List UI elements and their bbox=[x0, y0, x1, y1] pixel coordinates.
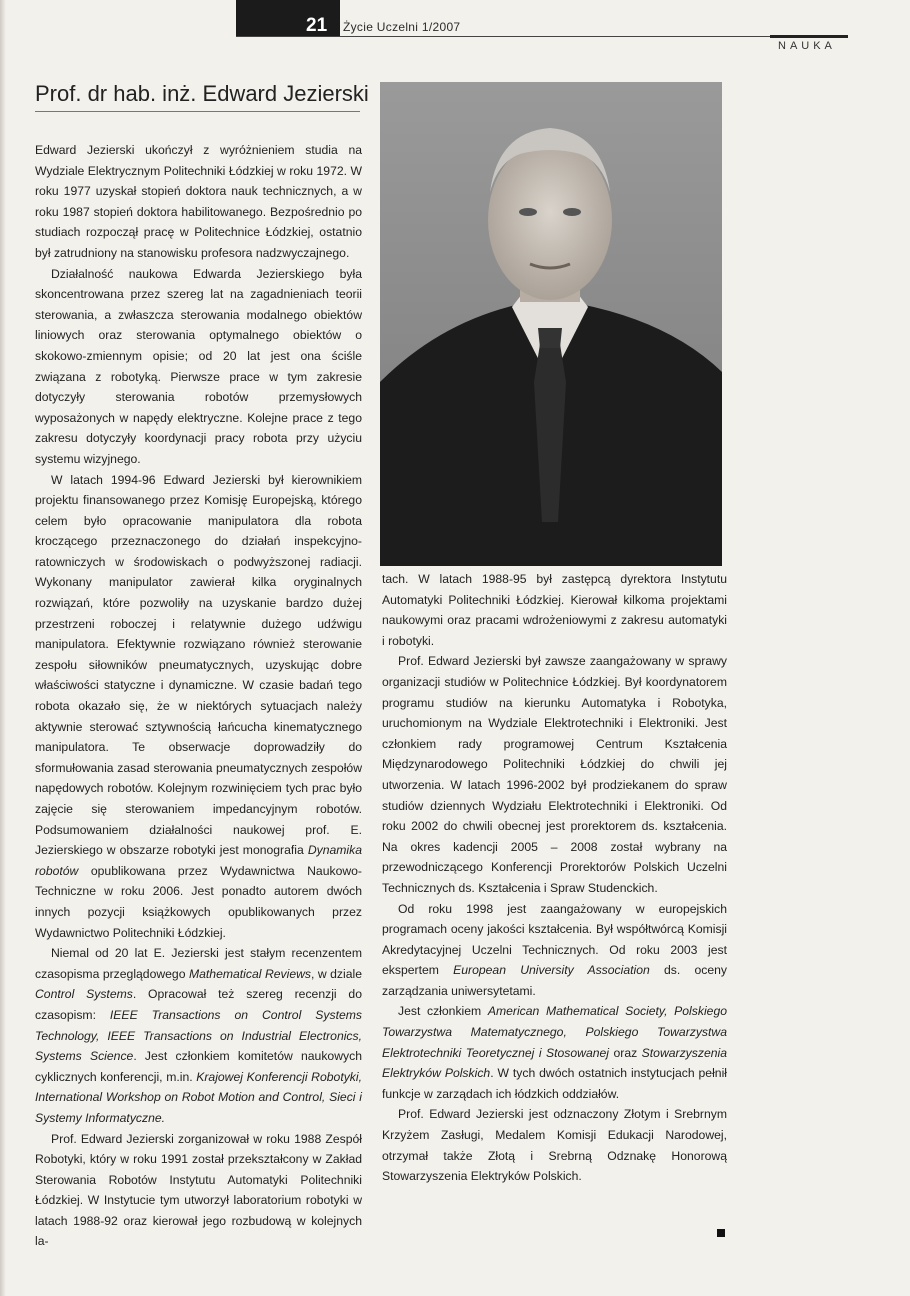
paragraph: Działalność naukowa Edwarda Jezierskiego była skoncentrowana przez szereg lat na zagadnieniach teorii sterowania, a zwłaszcza sterowania modalnego obiektów liniowych oraz sterowania optymalnego obiektów o skokowo-zmiennym opisie; od 20 lat jest ona ściśle związana z robotyką. Pierwsze prace w tym zakresie dotyczyły sterowania robotów przemysłowych wyposażonych w napędy elektryczne. Kolejne prace z tego zakresu dotyczyły koordynacji pracy robota przy użyciu systemu wizyjnego. bbox=[35, 266, 362, 466]
header-rule bbox=[236, 36, 848, 37]
paragraph: Edward Jezierski ukończył z wyróżnieniem studia na Wydziale Elektrycznym Politechniki Łódzkiej w roku 1972. W roku 1977 uzyskał stopień doktora nauk technicznych, a w roku 1987 stopień doktora habilitowanego. Bezpośrednio po studiach rozpoczął pracę w Politechnice Łódzkiej, ostatnio był zatrudniony na stanowisku profesora nadzwyczajnego. bbox=[35, 143, 362, 260]
paragraph: W latach 1994-96 Edward Jezierski był kierownikiem projektu finansowanego przez Komisję Europejską, którego celem było opracowanie manipulatora dla robota kroczącego przeznaczonego do działań inspekcyjno-ratowniczych w środowiskach o podwyższonej radiacji. Wykonany manipulator zawierał kilka oryginalnych rozwiązań, które pozwoliły na uzyskanie bardzo dużej przestrzeni roboczej i relatywnie dużego udźwigu manipulatora. Efektywnie rozwiązano również sterowanie zespołu siłowników pneumatycznych, uzyskując dobre właściwości statyczne i dynamiczne. W czasie badań tego robota okazało się, że w niektórych sytuacjach należy aktywnie sterować sztywnością łańcucha kinematycznego manipulatora. Te obserwacje doprowadziły do sformułowania zasad sterowania pneumatycznych zespołów napędowych robotów. Kolejnym rozwinięciem tych prac było zajęcie się sterowaniem impedancyjnym robotów. Podsumowaniem działalności naukowej prof. E. Jezierskiego w obszarze robotyki jest monografia Dynamika robotów opublikowana przez Wydawnictwa Naukowo-Techniczne w roku 2006. Jest ponadto autorem dwóch innych pozycji książkowych opublikowanych przez Wydawnictwo Politechniki Łódzkiej. bbox=[35, 472, 362, 940]
paragraph: tach. W latach 1988-95 był zastępcą dyrektora Instytutu Automatyki Politechniki Łódzkiej. Kierował kilkoma projektami naukowymi oraz pracami wdrożeniowymi z zakresu automatyki i robotyki. bbox=[382, 572, 727, 648]
paragraph: Prof. Edward Jezierski był zawsze zaangażowany w sprawy organizacji studiów w Politechnice Łódzkiej. Był koordynatorem programu studiów na kierunku Automatyka i Robotyka, uruchomionym na Wydziale Elektrotechniki i Elektroniki. Jest członkiem rady programowej Centrum Kształcenia Międzynarodowego Politechniki Łódzkiej do chwili jej utworzenia. W latach 1996-2002 był prodziekanem do spraw studiów dziennych Wydziału Elektrotechniki i Elektroniki. Od roku 2002 do chwili obecnej jest prorektorem ds. kształcenia. Na okres kadencji 2005 – 2008 został wybrany na przewodniczącego Konferencji Prorektorów Polskich Uczelni Technicznych ds. Kształcenia i Spraw Studenckich. bbox=[382, 654, 727, 895]
page-number: 21 bbox=[306, 15, 328, 36]
left-column bbox=[35, 140, 362, 1252]
page-edge-shadow bbox=[0, 0, 6, 1296]
title-underline bbox=[35, 111, 360, 112]
portrait-photo bbox=[380, 82, 722, 566]
section-label: NAUKA bbox=[778, 40, 836, 52]
paragraph: Niemal od 20 lat E. Jezierski jest stałym recenzentem czasopisma przeglądowego Mathematical Reviews, w dziale Control Systems. Opracował też szereg recenzji do czasopism: IEEE Transactions on Control Systems Technology, IEEE Transactions on Industrial Electronics, Systems Science. Jest członkiem komitetów naukowych cyklicznych konferencji, m.in. Krajowej Konferencji Robotyki, International Workshop on Robot Motion and Control, Sieci i Systemy Informatyczne. bbox=[35, 946, 362, 1125]
section-rule bbox=[770, 35, 848, 38]
portrait-image bbox=[380, 82, 722, 566]
paragraph: Prof. Edward Jezierski zorganizował w roku 1988 Zespół Robotyki, który w roku 1991 został przekształcony w Zakład Sterowania Robotów Instytutu Automatyki Politechniki Łódzkiej. W Instytucie tym utworzył laboratorium robotyki w latach 1988-92 oraz kierował jego rozbudową w kolejnych la- bbox=[35, 1131, 362, 1249]
paragraph: Prof. Edward Jezierski jest odznaczony Złotym i Srebrnym Krzyżem Zasługi, Medalem Komisji Edukacji Narodowej, otrzymał także Złotą i Srebrną Odznakę Honorową Stowarzyszenia Elektryków Polskich. bbox=[382, 1107, 727, 1184]
paragraph: Od roku 1998 jest zaangażowany w europejskich programach oceny jakości kształcenia. Był współtwórcą Komisji Akredytacyjnej Uczelni Technicznych. Od roku 2003 jest ekspertem European University Association ds. oceny zarządzania uniwersytetami. bbox=[382, 901, 727, 998]
journal-title: Życie Uczelni 1/2007 bbox=[343, 20, 461, 34]
article-title: Prof. dr hab. inż. Edward Jezierski bbox=[35, 81, 369, 106]
monograph-title: Dynamika robotów bbox=[35, 843, 362, 878]
article-end-mark bbox=[717, 1229, 725, 1237]
right-column bbox=[382, 569, 727, 1187]
paragraph: Jest członkiem American Mathematical Society, Polskiego Towarzystwa Matematycznego, Polskiego Towarzystwa Elektrotechniki Teoretycznej i Stosowanej oraz Stowarzyszenia Elektryków Polskich. W tych dwóch ostatnich instytucjach pełnił funkcje w zarządach ich łódzkich oddziałów. bbox=[382, 1004, 728, 1101]
